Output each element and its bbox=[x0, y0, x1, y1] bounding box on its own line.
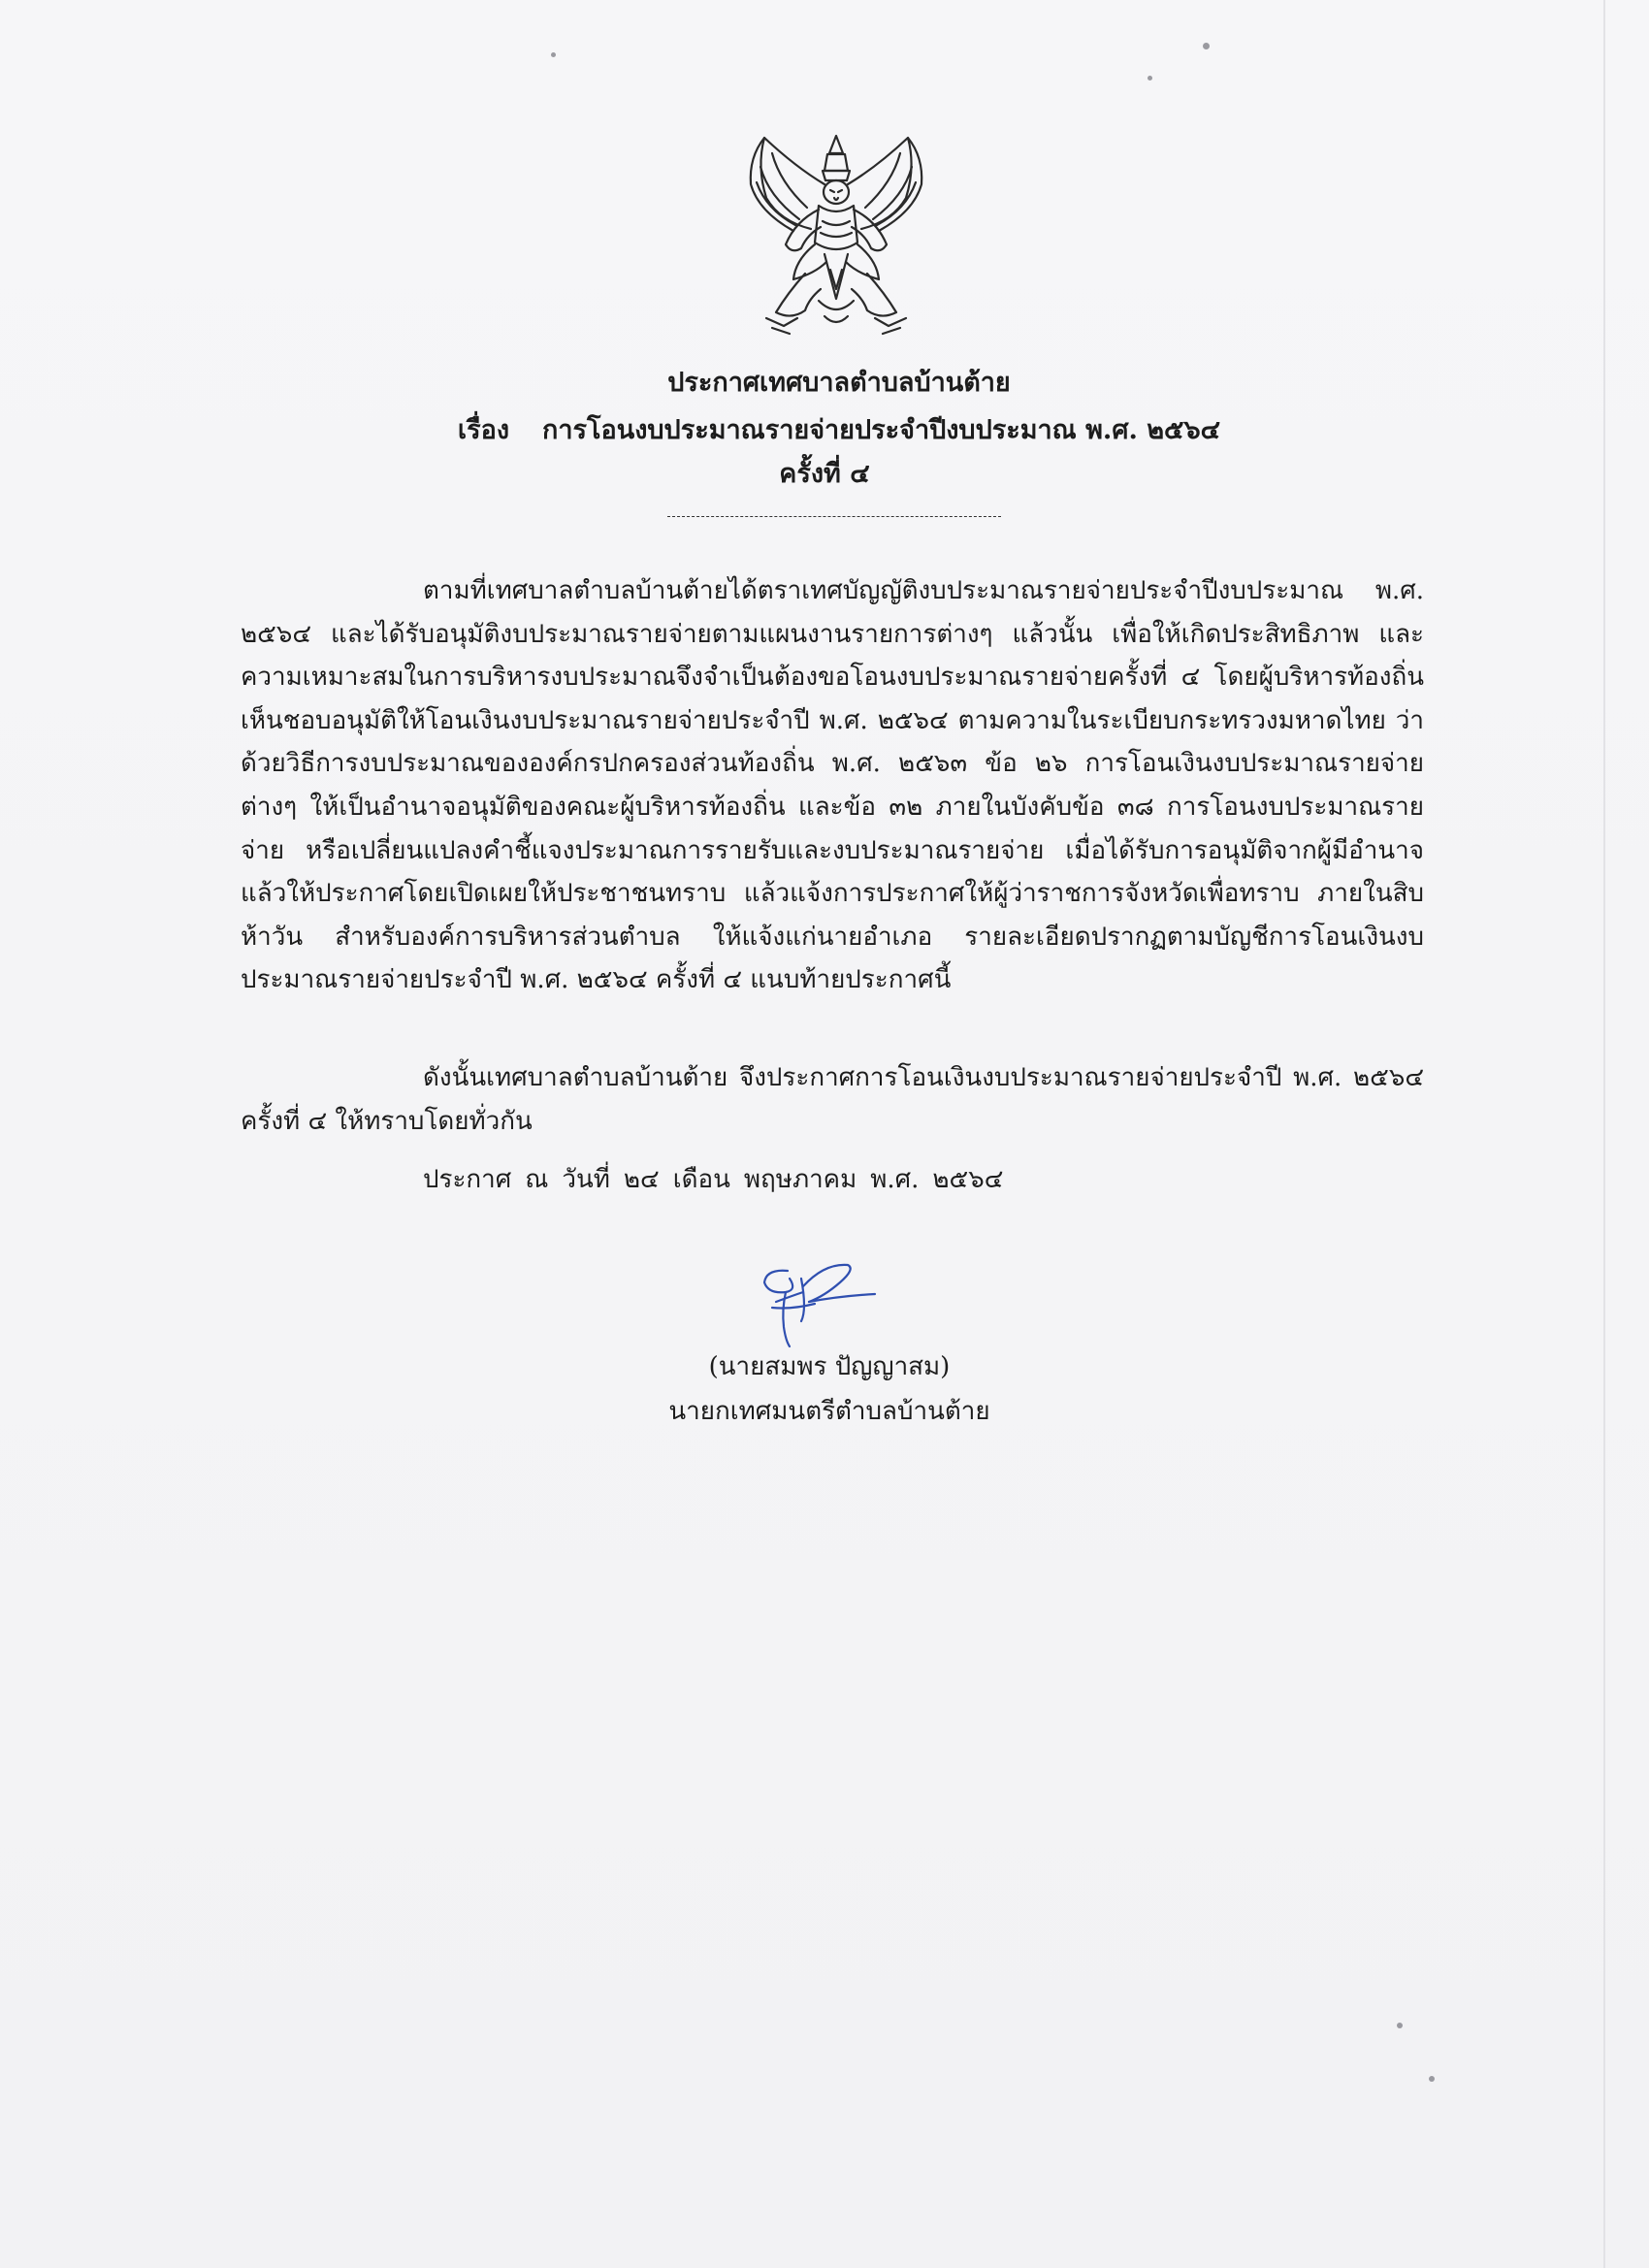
date-line bbox=[423, 1159, 1017, 1199]
page-edge bbox=[1603, 0, 1605, 2268]
day-label: วันที่ bbox=[562, 1165, 610, 1194]
subject-label: เรื่อง bbox=[457, 415, 510, 445]
day-value: ๒๔ bbox=[623, 1165, 660, 1194]
body-paragraph-2: ดังนั้นเทศบาลตำบลบ้านต้าย จึงประกาศการโอนเงินงบประมาณรายจ่ายประจำปี พ.ศ. ๒๕๖๔ ครั้งที่ ๔ ให้ทราบโดยทั่วกัน bbox=[241, 1063, 1424, 1136]
scan-speck bbox=[1203, 43, 1210, 49]
year-value: ๒๕๖๔ bbox=[932, 1165, 1004, 1194]
signer-position: นายกเทศมนตรีตำบลบ้านต้าย bbox=[668, 1397, 990, 1426]
title-divider bbox=[667, 516, 1001, 517]
year-label: พ.ศ. bbox=[870, 1165, 920, 1194]
body-paragraph-1: ตามที่เทศบาลตำบลบ้านต้ายได้ตราเทศบัญญัติงบประมาณรายจ่ายประจำปีงบประมาณ พ.ศ. ๒๕๖๔ และได้รับอนุมัติงบประมาณรายจ่ายตามแผนงานรายการต่างๆ แล้วนั้น เพื่อให้เกิดประสิทธิภาพ และ ความเหมาะสมในการบริหารงบประมาณจึงจำเป็นต้องขอโอนงบประมาณรายจ่ายครั้งที่ ๔ โดยผู้บริหารท้องถิ่น เห็นชอบอนุมัติให้โอนเงินงบประมาณรายจ่ายประจำปี พ.ศ. ๒๕๖๔ ตามความในระเบียบกระทรวงมหาดไทย ว่าด้วยวิธีการงบประมาณขององค์กรปกครองส่วนท้องถิ่น พ.ศ. ๒๕๖๓ ข้อ ๒๖ การโอนเงินงบประมาณรายจ่ายต่างๆ ให้เป็นอำนาจอนุมัติของคณะผู้บริหารท้องถิ่น และข้อ ๓๒ ภายในบังคับข้อ ๓๘ การโอนงบประมาณรายจ่าย หรือเปลี่ยนแปลงคำชี้แจงประมาณการรายรับและงบประมาณรายจ่าย เมื่อได้รับการอนุมัติจากผู้มีอำนาจแล้วให้ประกาศโดยเปิดเผยให้ประชาชนทราบ แล้วแจ้งการประกาศให้ผู้ว่าราชการจังหวัดเพื่อทราบ ภายในสิบห้าวัน สำหรับองค์การบริหารส่วนตำบล ให้แจ้งแก่นายอำเภอ รายละเอียดปรากฏตามบัญชีการโอนเงินงบประมาณรายจ่ายประจำปี พ.ศ. ๒๕๖๔ ครั้งที่ ๔ แนบท้ายประกาศนี้ bbox=[241, 576, 1424, 995]
scan-speck bbox=[551, 52, 556, 57]
announcement-title: ประกาศเทศบาลตำบลบ้านต้าย bbox=[667, 368, 1011, 398]
handwritten-signature-icon bbox=[747, 1259, 879, 1348]
scan-speck bbox=[1429, 2076, 1435, 2082]
garuda-emblem-icon bbox=[737, 128, 936, 343]
scan-speck bbox=[1148, 76, 1152, 81]
subject-text: การโอนงบประมาณรายจ่ายประจำปีงบประมาณ พ.ศ. ๒๕๖๔ bbox=[542, 415, 1221, 445]
at-label: ณ bbox=[525, 1165, 549, 1194]
announcement-subject bbox=[15, 408, 1649, 450]
month-label: เดือน bbox=[672, 1165, 730, 1194]
scan-speck bbox=[1397, 2023, 1403, 2028]
signer-name: (นายสมพร ปัญญาสม) bbox=[708, 1352, 951, 1381]
month-value: พฤษภาคม bbox=[743, 1165, 857, 1194]
announcement-round: ครั้งที่ ๔ bbox=[779, 459, 870, 489]
announced-label: ประกาศ bbox=[423, 1165, 512, 1194]
